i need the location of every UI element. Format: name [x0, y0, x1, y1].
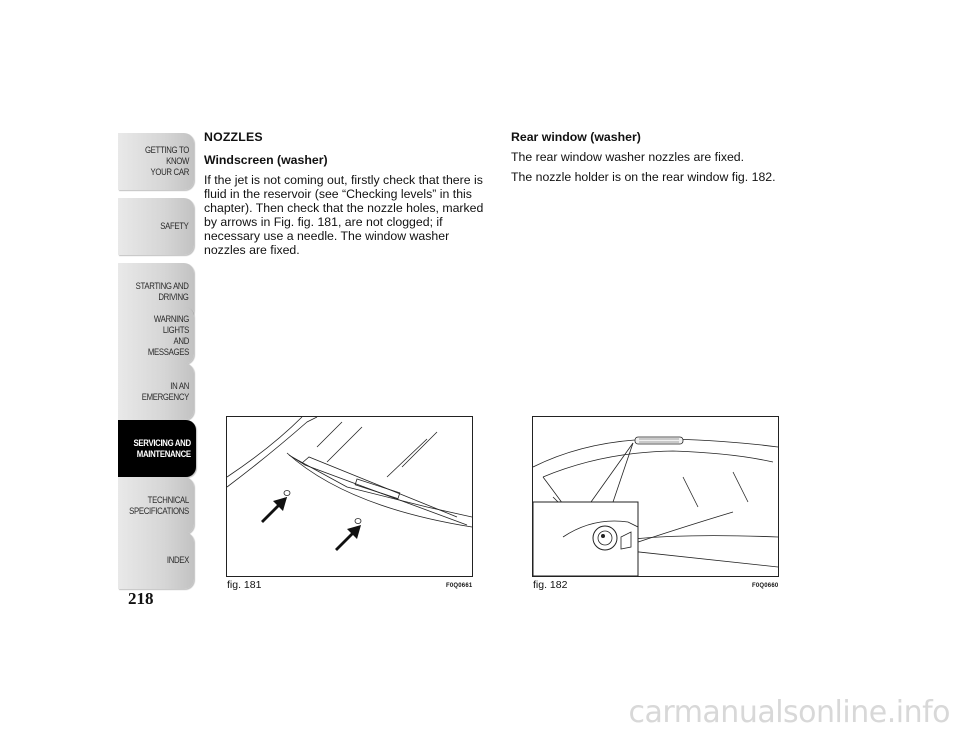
page-number: 218 [128, 589, 154, 608]
tab-in-an-emergency[interactable] [118, 363, 194, 420]
figure-181-caption: fig. 181 [227, 579, 262, 591]
tab-label: INDEX [166, 555, 189, 566]
left-column [204, 130, 494, 263]
tab-getting-to-know[interactable] [118, 133, 194, 190]
figure-181-code: F0Q0661 [446, 583, 473, 589]
tab-label: TECHNICAL SPECIFICATIONS [129, 494, 189, 517]
tab-label: SAFETY [160, 221, 189, 232]
tab-label: SERVICING AND MAINTENANCE [133, 437, 191, 460]
right-column [511, 130, 801, 190]
tab-label: GETTING TO KNOW YOUR CAR [144, 145, 189, 178]
section-heading: NOZZLES [204, 130, 263, 144]
figure-181-windscreen-nozzles [226, 416, 473, 577]
rear-window-illustration [533, 417, 778, 576]
rear-window-paragraph-1: The rear window washer nozzles are fixed. [511, 150, 745, 164]
tab-label: WARNING LIGHTS AND MESSAGES [147, 313, 189, 358]
tab-label: STARTING AND DRIVING [136, 280, 189, 303]
tab-warning-lights[interactable] [118, 307, 194, 364]
figure-182-caption: fig. 182 [533, 579, 568, 591]
tab-servicing-maintenance[interactable] [118, 420, 196, 477]
tab-label: IN AN EMERGENCY [141, 380, 189, 403]
tab-index[interactable] [118, 532, 194, 589]
figure-182-rear-window-nozzle [532, 416, 779, 577]
watermark: carmanualsonline.info [628, 695, 950, 730]
windscreen-illustration [227, 417, 472, 576]
tab-safety[interactable] [118, 198, 194, 255]
rear-window-paragraph-2: The nozzle holder is on the rear window fig. 182. [511, 170, 776, 184]
windscreen-paragraph: If the jet is not coming out, firstly check that there is fluid in the reservoir (see “Checking levels” in this chapter). Then check that the nozzle holes, marked by arrows in Fig. fig. 181, are not clogged; if necessary use a needle. The window washer nozzles are fixed. [204, 173, 484, 257]
windscreen-subheading: Windscreen (washer) [204, 153, 328, 167]
rear-window-subheading: Rear window (washer) [511, 130, 641, 144]
tab-technical-specifications[interactable] [118, 477, 194, 534]
figure-182-code: F0Q0660 [752, 583, 779, 589]
